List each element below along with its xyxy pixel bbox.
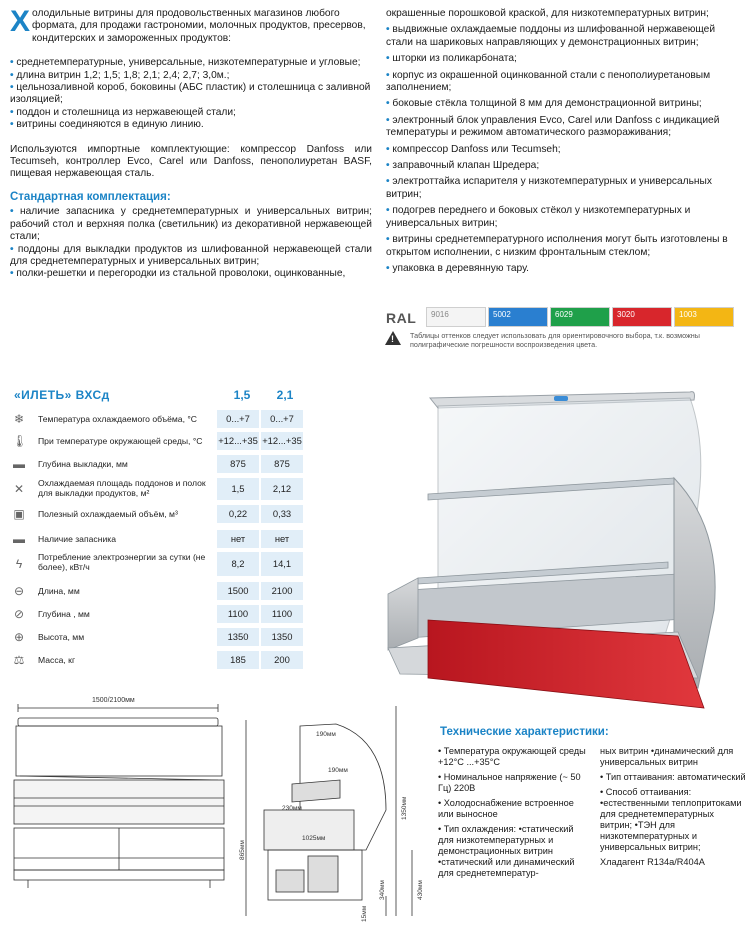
list-item: • электроттайка испарителя у низкотемпературных и универсальных витрин; <box>386 176 712 200</box>
dimension-label: 1025мм <box>302 835 326 842</box>
list-item: • заправочный клапан Шредера; <box>386 160 540 172</box>
ral-swatch-1003: 1003 <box>674 307 734 327</box>
list-item: • боковые стёкла толщиной 8 мм для демонстрационной витрины; <box>386 98 702 110</box>
spec-value: 875 <box>274 458 290 469</box>
intro-text: олодильные витрины для продовольственных магазинов любого формата, для продажи гастрономии, молочных продуктов, пресервов, кондитерских и замороженных продуктов: <box>32 8 366 44</box>
dimension-label: 15мм <box>361 905 368 922</box>
spec-label: Наличие запасника <box>38 534 116 544</box>
list-item: • длина витрин 1,2; 1,5; 1,8; 2,1; 2,4; 2,7; 3,0м.; <box>10 69 230 81</box>
list-item: • электронный блок управления Evco, Carel или Danfoss с индикацией температуры и режимом автоматического размораживания; <box>386 114 720 139</box>
dimension-label: 230мм <box>282 805 302 812</box>
continued-line: окрашенные порошковой краской, для низкотемпературных витрин; <box>386 8 709 19</box>
dimension-label: 340мм <box>379 880 386 900</box>
list-item: • витрины соединяются в единую линию. <box>10 119 204 131</box>
description-left-column <box>10 5 372 281</box>
energy-icon: ϟ <box>15 557 23 571</box>
list-item: • выдвижные охлаждаемые поддоны из шлифованной нержавеющей стали на шариковых направляющих у демонстрационных витрин; <box>386 24 716 48</box>
tech-item: • Тип оттаивания: автоматический <box>600 772 746 782</box>
ral-color-strip <box>384 304 744 350</box>
dimension-label: 190мм <box>316 731 336 738</box>
length-icon: ⊖ <box>13 584 25 598</box>
components-paragraph: Используются импортные комплектующие: компрессор Danfoss или Tecumseh, контроллер Evco, Carel или Danfoss, пенополиуретан BASF, пищевая нержавеющая сталь. <box>10 143 372 180</box>
warning-icon: ! <box>385 331 401 345</box>
spec-row <box>8 410 314 430</box>
dimension-label: 190мм <box>328 767 348 774</box>
spec-value: 185 <box>230 654 246 665</box>
tech-column-1 <box>438 746 588 883</box>
height-icon: ⊕ <box>13 630 25 644</box>
weight-icon: ⚖ <box>13 653 25 667</box>
ral-swatch-3020: 3020 <box>612 307 672 327</box>
list-item: • среднетемпературные, универсальные, низкотемпературные и угловые; <box>10 57 361 69</box>
tech-item: • Номинальное напряжение (~ 50 Гц) 220В <box>438 772 581 793</box>
spec-value: 1100 <box>271 608 293 619</box>
volume-icon: ▣ <box>13 507 25 521</box>
spec-label: При температуре окружающей среды, °C <box>38 436 203 446</box>
ral-swatch-5002: 5002 <box>488 307 548 327</box>
list-item: • подогрев переднего и боковых стёкол у низкотемпературных и универсальных витрин; <box>386 205 691 229</box>
list-item: • упаковка в деревянную тару. <box>386 262 529 274</box>
spec-value: 0,22 <box>228 508 248 519</box>
dimension-label: 1500/2100мм <box>92 697 135 704</box>
spec-value: 875 <box>230 458 246 469</box>
spec-value: 2,12 <box>272 483 292 494</box>
spec-row <box>8 651 314 671</box>
spec-value: +12...+35 <box>218 435 258 446</box>
dimension-label: 865мм <box>239 840 246 860</box>
spec-value: 8,2 <box>231 558 245 569</box>
list-item: • корпус из окрашенной оцинкованной стали с пенополиуретановым заполнением; <box>386 69 711 94</box>
spec-label: Полезный охлаждаемый объём, м³ <box>38 509 178 519</box>
standard-heading: Стандартная комплектация: <box>10 190 171 203</box>
spec-value: 0...+7 <box>270 413 294 424</box>
spec-value: 1500 <box>227 585 249 596</box>
display-case-image <box>378 378 748 723</box>
list-item: • витрины среднетемпературного исполнения могут быть изготовлены в открытом исполнении, с низким фронтальным стеклом; <box>386 234 728 258</box>
list-item: • полки-решетки и перегородки из стальной проволоки, оцинкованные, <box>10 268 346 280</box>
spec-label: Охлаждаемая площадь поддонов и полок для выкладки продуктов, м² <box>38 478 206 498</box>
spec-value: +12...+35 <box>262 435 302 446</box>
list-item: • поддон и столешница из нержавеющей стали; <box>10 106 236 118</box>
spec-value: 1100 <box>227 608 249 619</box>
list-item: • компрессор Danfoss или Tecumseh; <box>386 143 561 155</box>
spec-row <box>8 432 314 452</box>
ral-swatch-9016: 9016 <box>426 307 486 327</box>
snowflake-icon: ❄ <box>13 412 25 426</box>
tech-item: • Температура окружающей среды +12°С ...+35°С <box>438 746 586 767</box>
thermometer-icon: 🌡 <box>12 434 28 448</box>
depth-icon: ▬ <box>13 457 25 471</box>
spec-column-header: 2,1 <box>276 388 294 402</box>
list-item: • цельнозаливной короб, боковины (АБС пластик) и столешница с заливной изоляцией; <box>10 82 371 106</box>
spec-row <box>8 478 314 502</box>
ral-note: Таблицы оттенков следует использовать для ориентировочного выбора, т.к. возможны полиграфические погрешности воспроизведения цвета. <box>410 331 700 349</box>
spec-row <box>8 530 314 550</box>
ral-label: RAL <box>386 310 417 326</box>
tech-item: ных витрин •динамический для универсальных витрин <box>600 746 734 767</box>
spec-label: Масса, кг <box>38 655 76 665</box>
spec-value: 1,5 <box>231 483 245 494</box>
front-view-drawing <box>4 688 240 928</box>
spec-row <box>8 455 314 475</box>
spec-label: Глубина выкладки, мм <box>38 459 128 469</box>
spec-label: Глубина , мм <box>38 609 90 619</box>
spec-row <box>8 628 314 648</box>
spec-label: Высота, мм <box>38 632 85 642</box>
width-icon: ⊘ <box>13 607 25 621</box>
spec-value: 200 <box>274 654 290 665</box>
tech-item: Хладагент R134a/R404A <box>600 857 705 867</box>
spec-value: нет <box>274 533 290 544</box>
spec-row <box>8 605 314 625</box>
spec-value: 0,33 <box>272 508 292 519</box>
spec-value: 14,1 <box>272 558 292 569</box>
spec-title: «ИЛЕТЬ» ВХСд <box>14 388 110 402</box>
storage-icon: ▬ <box>13 532 25 546</box>
ral-swatch-6029: 6029 <box>550 307 610 327</box>
description-right-column <box>386 8 742 279</box>
spec-label: Температура охлаждаемого объёма, °C <box>38 414 198 424</box>
side-view-drawing <box>236 700 432 928</box>
spec-row <box>8 582 314 602</box>
tech-specs-box <box>434 724 750 930</box>
spec-row <box>8 552 314 578</box>
spec-label: Длина, мм <box>38 586 80 596</box>
intro-paragraph <box>10 5 372 45</box>
spec-row <box>8 505 314 525</box>
spec-value: нет <box>230 533 246 544</box>
spec-value: 1350 <box>271 631 293 642</box>
spec-value: 1350 <box>227 631 249 642</box>
area-icon: ✕ <box>13 482 25 496</box>
dimension-label: 1350мм <box>401 796 408 820</box>
spec-value: 2100 <box>271 585 293 596</box>
tech-item: • Тип охлаждения: •статический для низкотемпературных и демонстрационных витрин •статический или динамический для среднетемператур- <box>438 824 575 878</box>
tech-item: • Способ оттаивания: •естественными теплопритоками для среднетемпературных витрин; •ТЭН для низкотемпературных и универсальных витрин; <box>600 787 742 852</box>
spec-label: Потребление электроэнергии за сутки (не более), кВт/ч <box>38 552 206 572</box>
tech-column-2 <box>600 746 748 872</box>
tech-title: Технические характеристики: <box>440 726 609 738</box>
dimension-label: 430мм <box>417 880 424 900</box>
tech-item: • Холодоснабжение встроенное или выносное <box>438 798 574 819</box>
list-item: • наличие запасника у среднетемпературных и универсальных витрин; рабочий стол и верхняя полка (светильник) из декоративной нержавеющей стали; <box>10 206 372 243</box>
spec-value: 0...+7 <box>226 413 250 424</box>
list-item: • шторки из поликарбоната; <box>386 53 517 65</box>
list-item: • поддоны для выкладки продуктов из шлифованной нержавеющей стали для среднетемпературных и универсальных витрин; <box>10 243 372 267</box>
dropcap-letter: Х <box>10 5 31 38</box>
spec-column-header: 1,5 <box>233 388 251 402</box>
